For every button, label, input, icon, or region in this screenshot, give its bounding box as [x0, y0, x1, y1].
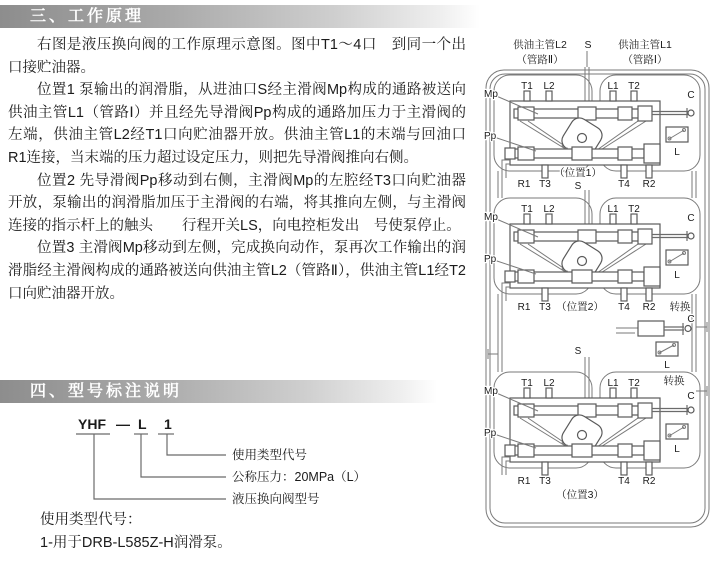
transition-label: 转换 — [663, 375, 685, 387]
port-label-r1: R1 — [517, 179, 531, 190]
transition-label: 转换 — [669, 301, 691, 313]
inlet-s-label-next: S — [574, 181, 582, 192]
limit-switch-label-l: L — [674, 147, 680, 158]
port-label-l2: L2 — [543, 378, 555, 389]
paragraph-position3: 位置3 主滑阀Mp移动到左侧，完成换向动作，泵再次工作输出的润滑脂经主滑阀构成的通路被送向供油主管L2（管路Ⅱ），供油主管L1经T2口向贮油器开放。 — [8, 240, 466, 302]
usage-item: 1-用于DRB-L585Z-H润滑泵。 — [40, 535, 232, 551]
inlet-s-label: S — [584, 39, 592, 51]
supply-main-l1-pipe-label: （管路Ⅰ） — [622, 54, 668, 66]
paragraph-position2: 位置2 先导滑阀Pp移动到右侧，主滑阀Mp的左腔经T3口向贮油器开放，泵输出的润滑脂加压于主滑阀的右端，将其推向左侧，与主滑阀连接的指示杆上的触头 行程开关LS，向电控柜发出 号使泵停止。 — [8, 172, 466, 234]
valve-schematic-diagram — [478, 36, 716, 566]
port-label-r1: R1 — [517, 476, 531, 487]
port-label-r1: R1 — [517, 302, 531, 313]
port-label-l1: L1 — [607, 378, 619, 389]
usage-title: 使用类型代号： — [40, 512, 142, 528]
section3-header: 三、工作原理 — [0, 5, 480, 28]
position-caption-2: （位置2） — [556, 301, 604, 313]
port-label-t3: T3 — [539, 179, 551, 190]
limit-switch-label-l: L — [674, 444, 680, 455]
model-dash: — — [116, 416, 130, 432]
supply-main-l2-label: 供油主管L2 — [513, 39, 567, 51]
port-label-t2: T2 — [628, 378, 640, 389]
port-label-r2: R2 — [642, 179, 656, 190]
port-label-mp: Mp — [484, 386, 498, 397]
port-label-t1: T1 — [521, 81, 533, 92]
section3-body — [0, 28, 472, 380]
port-label-l1: L1 — [607, 81, 619, 92]
inlet-s-label-valve3: S — [574, 346, 582, 357]
section4-header: 四、型号标注说明 — [0, 380, 437, 403]
position-caption-3: （位置3） — [556, 489, 604, 501]
port-label-t2: T2 — [628, 81, 640, 92]
callout-usage-type: 使用类型代号 — [232, 448, 308, 462]
port-label-mp: Mp — [484, 89, 498, 100]
model-type-code: 1 — [164, 416, 172, 432]
callout-lines — [76, 434, 226, 499]
callout-pressure: 公称压力：20MPa（L） — [232, 470, 367, 484]
port-label-t3: T3 — [539, 302, 551, 313]
valve-position-3 — [484, 364, 700, 501]
port-label-t4: T4 — [618, 476, 630, 487]
port-label-l2: L2 — [543, 204, 555, 215]
port-label-t1: T1 — [521, 378, 533, 389]
limit-switch-label-l: L — [674, 270, 680, 281]
port-label-l1: L1 — [607, 204, 619, 215]
valve-position-1 — [484, 67, 700, 192]
contact-label-c: C — [687, 314, 695, 325]
position-caption-1: （位置1） — [554, 167, 602, 179]
port-label-t1: T1 — [521, 204, 533, 215]
port-label-pp: Pp — [484, 131, 497, 142]
paragraph-intro: 右图是液压换向阀的工作原理示意图。图中T1～4口 到同一个出口接贮油器。 — [8, 37, 466, 76]
callout-valve-model: 液压换向阀型号 — [232, 492, 320, 506]
port-label-l2: L2 — [543, 81, 555, 92]
port-label-r2: R2 — [642, 476, 656, 487]
supply-main-l1-label: 供油主管L1 — [618, 39, 672, 51]
paragraph-position1: 位置1 泵输出的润滑脂，从进油口S经主滑阀Mp构成的通路被送向供油主管L1（管路Ⅰ）并且经先导滑阀Pp构成的通路加压力于主滑阀的左端，供油主管L2经T1口向贮油器开放。供油主管L1的末端与回油口R1连接，当末端的压力超过设定压力，则把先导滑阀推向右侧。 — [8, 82, 466, 166]
port-label-t4: T4 — [618, 302, 630, 313]
contact-label-c: C — [687, 213, 695, 224]
port-label-t2: T2 — [628, 204, 640, 215]
port-label-pp: Pp — [484, 254, 497, 265]
contact-label-c: C — [687, 391, 695, 402]
transition-actuator — [616, 314, 695, 371]
port-label-pp: Pp — [484, 428, 497, 439]
model-code: YHF — [78, 416, 106, 432]
limit-switch-label-l: L — [664, 360, 670, 371]
port-label-r2: R2 — [642, 302, 656, 313]
port-label-t3: T3 — [539, 476, 551, 487]
model-pressure-code: L — [138, 416, 147, 432]
contact-label-c: C — [687, 90, 695, 101]
supply-main-l2-pipe-label: （管路Ⅱ） — [516, 54, 564, 66]
port-label-t4: T4 — [618, 179, 630, 190]
valve-position-2 — [484, 190, 700, 313]
port-label-mp: Mp — [484, 212, 498, 223]
